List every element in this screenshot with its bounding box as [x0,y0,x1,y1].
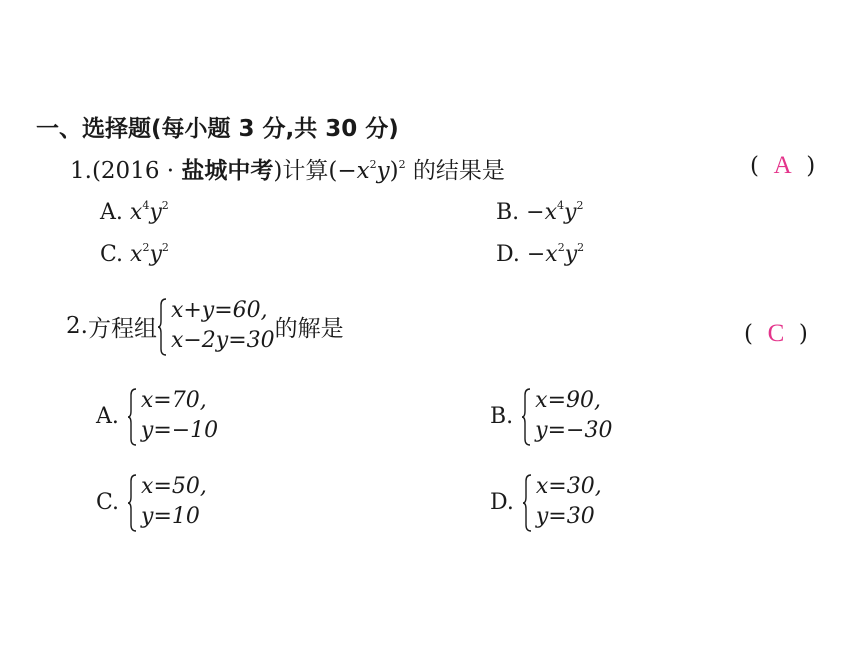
question-2-answer-box: ( C ) [744,320,808,347]
option-var-x: x [544,200,558,225]
brace-icon [127,473,137,531]
question-2-answer: C [767,320,785,347]
option-var-x: x [130,242,143,267]
option-eq1: x=70, [140,388,207,413]
question-1-stem-exp2: 2 [398,158,406,171]
option-eq2: y=−10 [140,418,219,443]
brace-icon [522,473,532,531]
question-1-stem-a: 计算(− [282,158,357,184]
option-prefix: − [526,242,546,267]
option-eq2: y=30 [535,504,595,529]
question-1-number: 1. [70,158,92,184]
question-1-source-close: ) [273,158,283,184]
question-2-eq1: x+y=60, [170,298,268,323]
question-2-option-a [96,386,218,446]
option-var-y: y [564,200,577,225]
question-2-stem-b: 的解是 [274,315,344,342]
question-1-stem-b: 的结果是 [405,158,505,184]
question-1 [70,152,505,185]
question-2-option-c [96,472,207,532]
question-1-stem-x: x [356,158,370,184]
option-exp-x: 4 [142,199,150,212]
question-1-stem-exp1: 2 [369,158,377,171]
option-eq1: x=50, [141,474,207,499]
brace-icon [521,387,531,445]
brace-icon [127,387,137,445]
option-label: A. [96,403,119,429]
section-title: 一、选择题(每小题 3 分,共 30 分) [36,116,399,142]
option-exp-y: 2 [161,241,169,254]
option-label: B. [496,200,520,225]
question-2-option-b [490,386,612,446]
question-1-option-a [100,200,169,225]
question-1-source-open: (2016 · [91,158,182,184]
option-eq2: y=−30 [535,418,613,443]
option-var-y: y [564,242,578,267]
option-exp-x: 4 [557,199,565,212]
question-1-stem-close: ) [389,158,399,184]
question-1-answer-box: ( A ) [750,152,816,179]
option-label: D. [496,242,520,267]
question-1-stem-y: y [376,158,390,184]
option-eq1: x=90, [535,388,601,413]
brace-icon [157,297,167,355]
question-1-answer: A [773,152,792,179]
question-2-eq2: x−2y=30 [170,328,275,353]
option-var-x: x [545,242,558,267]
option-var-y: y [149,200,162,225]
question-1-source-name: 盐城中考 [181,158,274,184]
option-label: D. [490,489,514,515]
option-label: B. [490,403,514,429]
option-exp-x: 2 [142,241,150,254]
question-1-option-d [496,242,584,267]
option-exp-x: 2 [557,241,565,254]
question-2-number: 2. [66,313,88,339]
option-eq2: y=10 [141,504,200,529]
question-2-option-d [490,472,602,532]
question-1-option-b [496,200,583,225]
option-prefix: − [526,200,545,225]
option-var-y: y [149,242,162,267]
option-var-x: x [129,200,143,225]
option-eq1: x=30, [535,474,602,499]
question-2 [66,296,344,356]
question-1-option-c [100,242,169,267]
option-label: C. [100,242,124,267]
option-label: A. [100,200,123,225]
option-exp-y: 2 [576,199,584,212]
question-2-stem-a: 方程组 [87,315,157,342]
option-label: C. [96,489,120,515]
option-exp-y: 2 [577,241,585,254]
option-exp-y: 2 [161,199,169,212]
